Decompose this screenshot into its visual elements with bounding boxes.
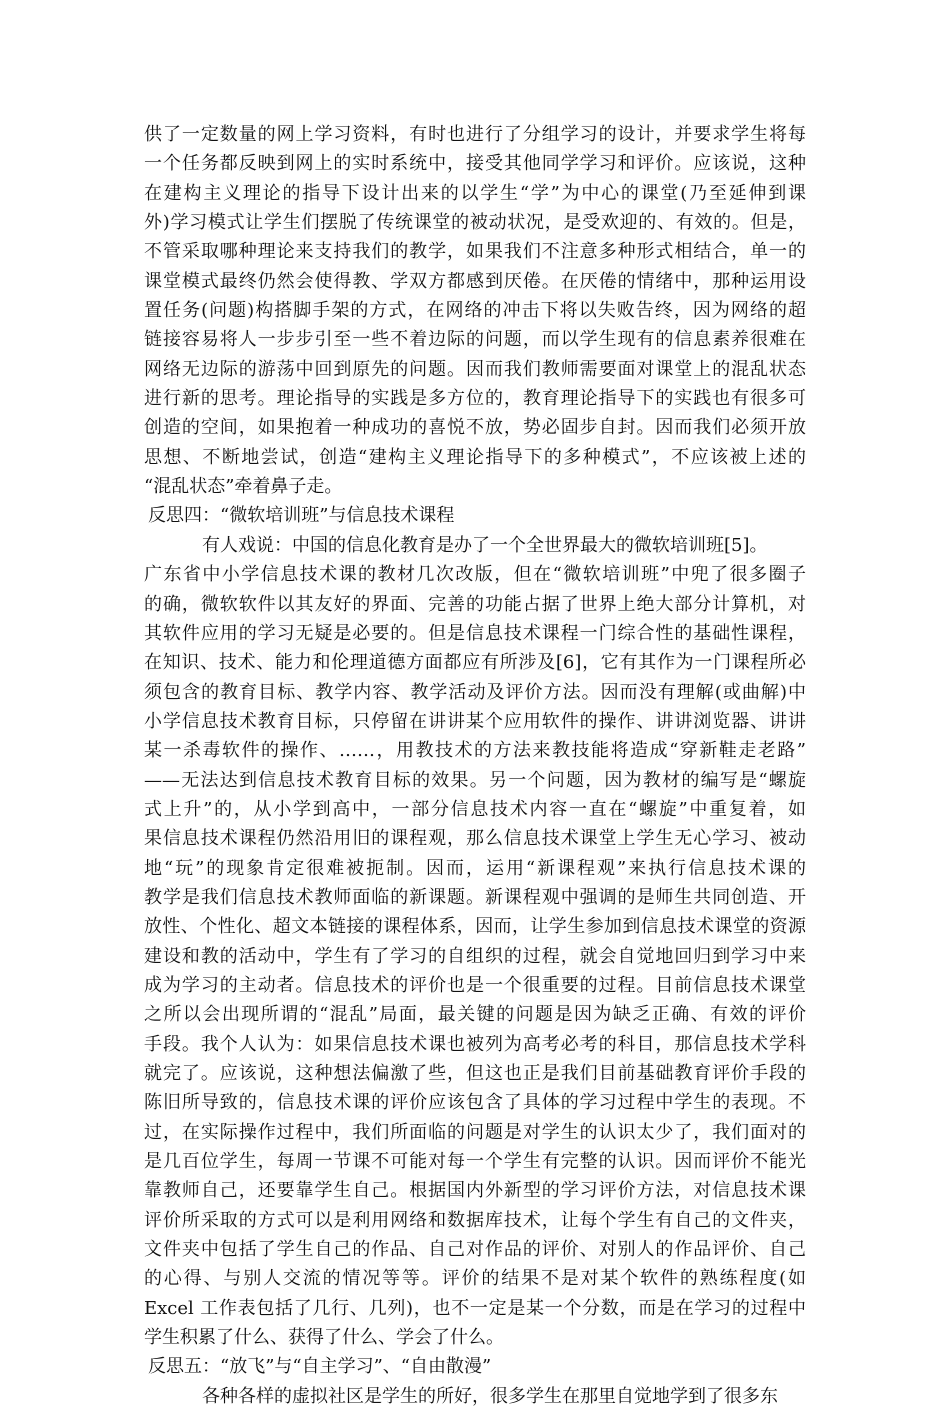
text-line: 各种各样的虚拟社区是学生的所好，很多学生在那里自觉地学到了很多东: [202, 1385, 778, 1407]
text-line: 广东省中小学信息技术课的教材几次改版，但在“微软培训班”中兜了很多圈子: [144, 564, 806, 586]
section-heading: 反思五：“放飞”与“自主学习”、“自由散漫”: [148, 1356, 492, 1378]
text-line: 式上升”的，从小学到高中，一部分信息技术内容一直在“螺旋”中重复着，如: [144, 798, 806, 820]
text-line: 课堂模式最终仍然会使得教、学双方都感到厌倦。在厌倦的情绪中，那种运用设: [144, 270, 806, 292]
text-line: 评价所采取的方式可以是利用网络和数据库技术，让每个学生有自己的文件夹，: [144, 1209, 806, 1231]
text-line: 有人戏说：中国的信息化教育是办了一个全世界最大的微软培训班[5]。: [202, 534, 768, 556]
document-page: [144, 120, 806, 1411]
text-line: 小学信息技术教育目标，只停留在讲讲某个应用软件的操作、讲讲浏览器、讲讲: [144, 710, 806, 732]
text-line: “混乱状态”牵着鼻子走。: [144, 476, 343, 498]
text-line: 某一杀毒软件的操作、……，用教技术的方法来教技能将造成“穿新鞋走老路”: [144, 740, 806, 762]
text-line: 不管采取哪种理论来支持我们的教学，如果我们不注意多种形式相结合，单一的: [144, 241, 806, 263]
text-line: 其软件应用的学习无疑是必要的。但是信息技术课程一门综合性的基础性课程，: [144, 622, 806, 644]
text-line: 学生积累了什么、获得了什么、学会了什么。: [144, 1327, 504, 1349]
text-line: 的确，微软软件以其友好的界面、完善的功能占据了世界上绝大部分计算机，对: [144, 593, 806, 615]
text-line: 过，在实际操作过程中，我们所面临的问题是对学生的认识太少了，我们面对的: [144, 1121, 806, 1143]
text-line: 是几百位学生，每周一节课不可能对每一个学生有完整的认识。因而评价不能光: [144, 1151, 806, 1173]
text-line: 教学是我们信息技术教师面临的新课题。新课程观中强调的是师生共同创造、开: [144, 886, 806, 908]
text-line: 供了一定数量的网上学习资料，有时也进行了分组学习的设计，并要求学生将每: [144, 124, 806, 145]
text-line: 文件夹中包括了学生自己的作品、自己对作品的评价、对别人的作品评价、自己: [144, 1239, 806, 1261]
section-heading: 反思四：“微软培训班”与信息技术课程: [148, 505, 455, 527]
text-line: 网络无边际的游荡中回到原先的问题。因而我们教师需要面对课堂上的混乱状态: [144, 358, 806, 380]
text-line: 建设和教的活动中，学生有了学习的自组织的过程，就会自觉地回归到学习中来: [144, 945, 806, 967]
text-line: 进行新的思考。理论指导的实践是多方位的，教育理论指导下的实践也有很多可: [144, 388, 806, 410]
text-line: 成为学习的主动者。信息技术的评价也是一个很重要的过程。目前信息技术课堂: [144, 974, 806, 996]
text-line: 陈旧所导致的，信息技术课的评价应该包含了具体的学习过程中学生的表现。不: [144, 1092, 806, 1114]
text-line: Excel 工作表包括了几行、几列)，也不一定是某一个分数，而是在学习的过程中: [144, 1297, 806, 1319]
text-line: 放性、个性化、超文本链接的课程体系，因而，让学生参加到信息技术课堂的资源: [144, 916, 806, 938]
text-line: 思想、不断地尝试，创造“建构主义理论指导下的多种模式”，不应该被上述的: [144, 446, 806, 468]
text-line: 创造的空间，如果抱着一种成功的喜悦不放，势必固步自封。因而我们必须开放: [144, 417, 806, 439]
text-line: 之所以会出现所谓的“混乱”局面，最关键的问题是因为缺乏正确、有效的评价: [144, 1004, 806, 1026]
text-line: 置任务(问题)构搭脚手架的方式，在网络的冲击下将以失败告终，因为网络的超: [144, 300, 806, 322]
text-line: 就完了。应该说，这种想法偏激了些，但这也正是我们目前基础教育评价手段的: [144, 1063, 806, 1084]
text-line: 在建构主义理论的指导下设计出来的以学生“学”为中心的课堂(乃至延伸到课: [144, 182, 806, 204]
text-line: 靠教师自己，还要靠学生自己。根据国内外新型的学习评价方法，对信息技术课: [144, 1180, 806, 1202]
text-line: 链接容易将人一步步引至一些不着边际的问题，而以学生现有的信息素养很难在: [144, 329, 806, 351]
text-line: 地“玩”的现象肯定很难被扼制。因而，运用“新课程观”来执行信息技术课的: [144, 857, 806, 879]
text-line: 的心得、与别人交流的情况等等。评价的结果不是对某个软件的熟练程度(如: [144, 1268, 806, 1290]
text-line: 手段。我个人认为：如果信息技术课也被列为高考必考的科目，那信息技术学科: [144, 1033, 806, 1055]
text-line: 须包含的教育目标、教学内容、教学活动及评价方法。因而没有理解(或曲解)中: [144, 681, 806, 703]
text-line: 果信息技术课程仍然沿用旧的课程观，那么信息技术课堂上学生无心学习、被动: [144, 828, 806, 850]
text-line: 一个任务都反映到网上的实时系统中，接受其他同学学习和评价。应该说，这种: [144, 153, 806, 175]
text-line: ——无法达到信息技术教育目标的效果。另一个问题，因为教材的编写是“螺旋: [144, 769, 806, 791]
text-line: 外)学习模式让学生们摆脱了传统课堂的被动状况，是受欢迎的、有效的。但是，: [144, 212, 806, 234]
text-line: 在知识、技术、能力和伦理道德方面都应有所涉及[6]，它有其作为一门课程所必: [144, 652, 806, 674]
